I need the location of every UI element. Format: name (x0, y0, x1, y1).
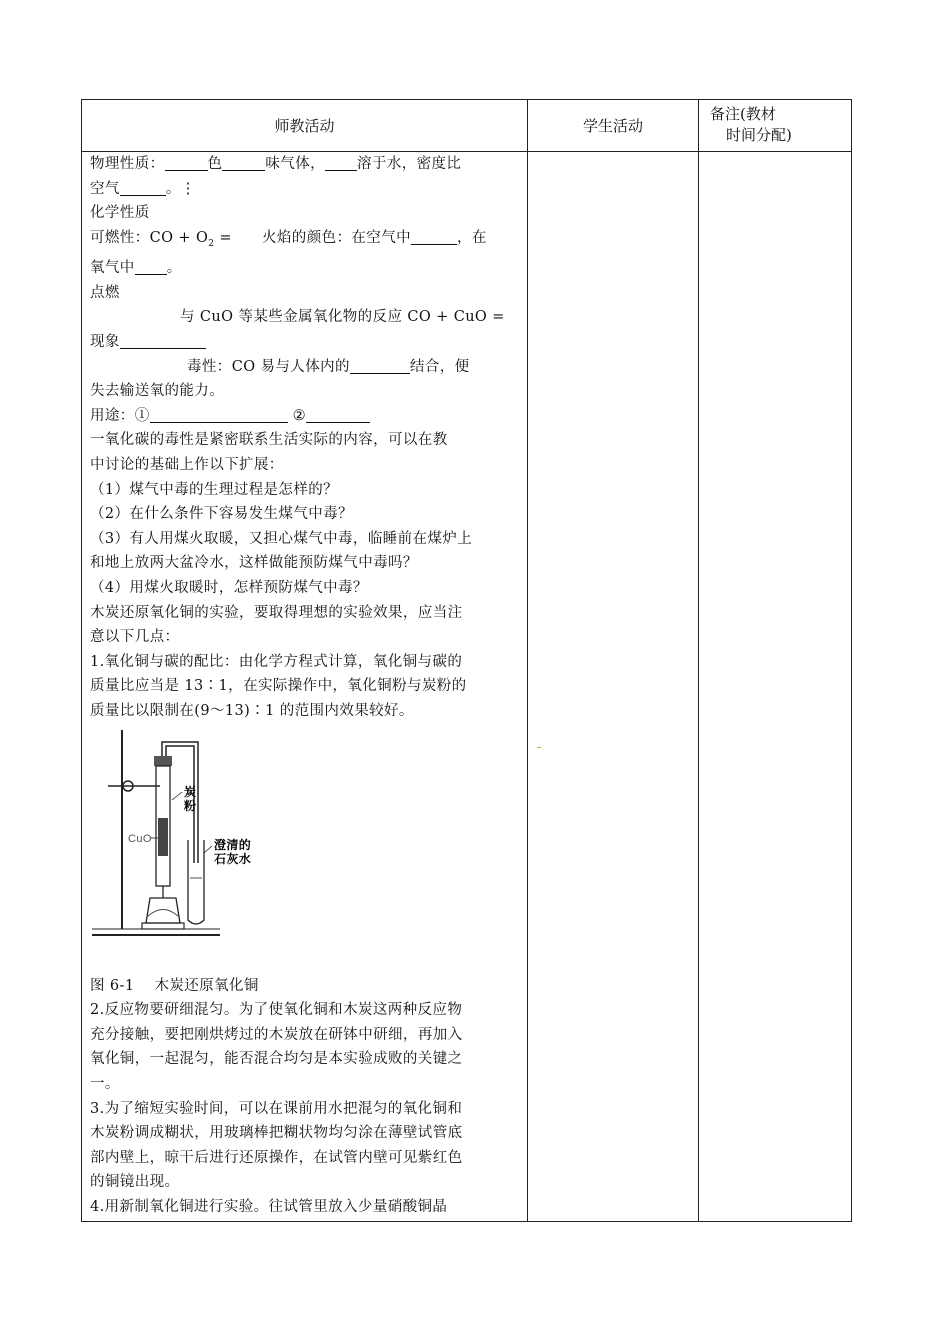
text-line: （2）在什么条件下容易发生煤气中毒？ (90, 506, 353, 523)
text-line: 物理性质： 色 味气体， 溶于水，密度比 (90, 156, 462, 172)
lesson-table (81, 99, 852, 1222)
fill-blank (350, 357, 410, 374)
fill-blank (222, 154, 265, 171)
text-line: 毒性：CO 易与人体内的 结合，便 (187, 358, 470, 375)
figure-caption: 图 6-1 木炭还原氧化铜 (90, 977, 259, 994)
text-line: 可燃性：CO + $O_2$ = 火焰的颜色：在空气中 ，在 (90, 229, 487, 249)
column-divider (698, 100, 699, 1221)
text-line: （1）煤气中毒的生理过程是怎样的？ (90, 481, 339, 498)
text-line: 失去输送氧的能力。 (90, 383, 225, 400)
text-line: 意以下几点： (90, 629, 180, 646)
text-line: 一氧化碳的毒性是紧密联系生活实际的内容，可以在教 (90, 432, 448, 449)
fill-blank (120, 179, 166, 196)
label-carbon-powder: 炭粉 (184, 784, 197, 813)
text-line: （3）有人用煤火取暖，又担心煤气中毒，临睡前在煤炉上 (90, 530, 473, 547)
text-line: 空气 。⋮ (90, 180, 196, 197)
text-line: 4.用新制氧化铜进行实验。往试管里放入少量硝酸铜晶 (90, 1198, 448, 1215)
label-limewater: 澄清的石灰水 (214, 837, 252, 866)
apparatus-figure (90, 724, 524, 974)
text-line: 化学性质 (90, 205, 150, 222)
text-line: 一。 (90, 1075, 120, 1092)
text-line: （4）用煤火取暖时，怎样预防煤气中毒？ (90, 579, 368, 596)
text-line: 充分接触，要把刚烘烤过的木炭放在研钵中研细，再加入 (90, 1026, 463, 1043)
text-line: 木炭粉调成糊状，用玻璃棒把糊状物均匀涂在薄壁试管底 (90, 1125, 463, 1142)
fill-blank (165, 154, 208, 171)
text-line: 中讨论的基础上作以下扩展： (90, 457, 284, 474)
text-line: 木炭还原氧化铜的实验，要取得理想的实验效果，应当注 (90, 604, 463, 621)
fill-blank (150, 406, 288, 423)
fill-blank (325, 154, 357, 171)
fill-blank (411, 228, 457, 245)
text-line: 质量比以限制在(9～13)∶1 的范围内效果较好。 (90, 702, 414, 719)
fill-blank (306, 406, 370, 423)
text-line: 与 CuO 等某些金属氧化物的反应 CO + CuO = (180, 309, 505, 326)
text-line: 部内壁上，晾干后进行还原操作，在试管内壁可见紫红色 (90, 1149, 463, 1166)
text-line: 的铜镜出现。 (90, 1174, 180, 1191)
header-notes (710, 104, 850, 146)
text-line: 质量比应当是 13∶1，在实际操作中，氧化铜粉与炭粉的 (90, 678, 467, 695)
text-line: 1.氧化铜与碳的配比：由化学方程式计算，氧化铜与碳的 (90, 653, 463, 670)
text-line: 2.反应物要研细混匀。为了使氧化铜和木炭这两种反应物 (90, 1002, 463, 1019)
header-notes-line2: 时间分配) (726, 126, 792, 144)
fill-blank (135, 258, 167, 275)
label-cuo: CuO (128, 832, 152, 845)
text-line: 现象 (90, 330, 524, 355)
text-line: 氧化铜，一起混匀，能否混合均匀是本实验成败的关键之 (90, 1051, 463, 1068)
column-divider (527, 100, 528, 1221)
stray-mark (537, 747, 541, 748)
header-notes-line1: 备注(教材 (710, 105, 776, 123)
text-line: 用途：① ② (90, 404, 524, 429)
text-line: 3.为了缩短实验时间，可以在课前用水把混匀的氧化铜和 (90, 1100, 463, 1117)
text-line: 点燃 (90, 284, 120, 301)
fill-blank (120, 332, 206, 349)
text-line: 氧气中 。 (90, 260, 182, 277)
apparatus-diagram (90, 728, 290, 943)
text-line: 和地上放两大盆冷水，这样做能预防煤气中毒吗？ (90, 555, 418, 572)
teacher-activity-cell (90, 152, 524, 1219)
header-teacher-activity: 师教活动 (274, 117, 335, 135)
header-student-activity: 学生活动 (582, 117, 643, 135)
